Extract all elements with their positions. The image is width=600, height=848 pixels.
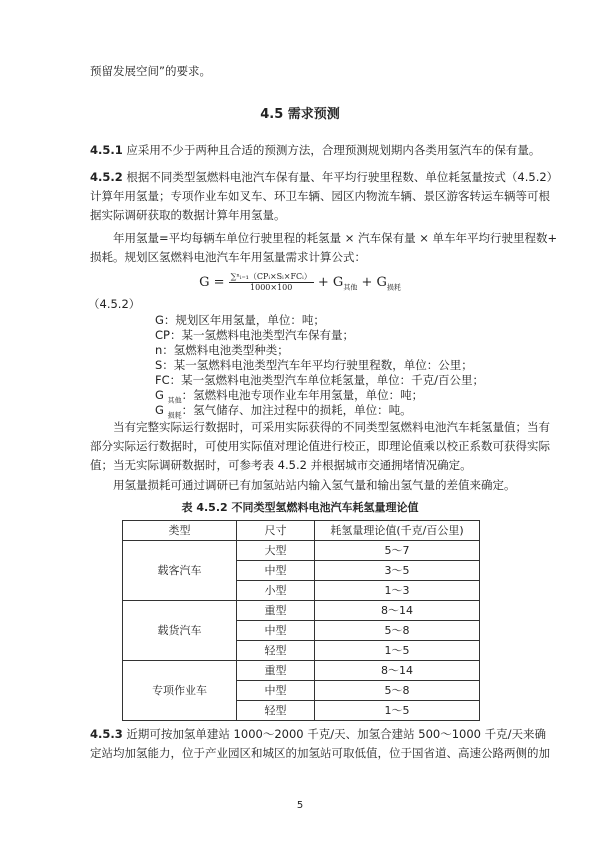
- value-cell: 1～5: [315, 641, 480, 661]
- clause-4-5-3: [90, 727, 546, 742]
- subscript: 损耗: [167, 411, 182, 420]
- formula: [0, 271, 600, 295]
- formula-lhs: G =: [199, 275, 225, 290]
- definition-fc: FC：某一氢燃料电池类型汽车单位耗氢量，单位：千克/百公里；: [155, 373, 485, 387]
- paragraph-line: 值；当无实际调研数据时，可参考表 4.5.2 并根据城市交通拥堵情况确定。: [90, 458, 472, 472]
- table-row: [123, 661, 480, 681]
- value-cell: 3～5: [315, 561, 480, 581]
- table-row: [123, 601, 480, 621]
- formula-subscript: 损耗: [386, 283, 401, 292]
- paragraph-line: 用氢量损耗可通过调研已有加氢站站内输入氢气量和输出氢气量的差值来确定。: [113, 478, 516, 492]
- formula-subscript: 其他: [343, 283, 358, 292]
- value-cell: 5～8: [315, 621, 480, 641]
- size-cell: 轻型: [237, 701, 315, 721]
- clause-text: 根据不同类型氢燃料电池汽车保有量、年平均行驶里程数、单位耗氢量按式（4.5.2）: [126, 170, 559, 184]
- equation-label: （4.5.2）: [88, 297, 141, 311]
- formula-denominator: 1000×100: [250, 283, 293, 292]
- definition-g-loss: G $_{损耗}$：氢气储存、加注过程中的损耗，单位：吨。: [155, 403, 412, 420]
- value-cell: 1～3: [315, 581, 480, 601]
- clause-4-5-1: [90, 143, 540, 158]
- formula-fraction: [229, 272, 314, 293]
- size-cell: 中型: [237, 621, 315, 641]
- type-cell: 专项作业车: [123, 661, 237, 721]
- paragraph-line: 部分实际运行数据时，可使用实际值对理论值进行校正，即理论值乘以校正系数可获得实际: [90, 439, 550, 453]
- type-cell: 载货汽车: [123, 601, 237, 661]
- size-cell: 小型: [237, 581, 315, 601]
- clause-4-5-2: [90, 170, 558, 185]
- value-cell: 8～14: [315, 601, 480, 621]
- value-cell: 1～5: [315, 701, 480, 721]
- size-cell: 重型: [237, 661, 315, 681]
- column-header: 尺寸: [237, 521, 315, 541]
- clause-text: 近期可按加氢单建站 1000～2000 千克/天、加氢合建站 500～1000 千克/天来确: [126, 727, 547, 741]
- clause-number: 4.5.1: [90, 143, 123, 157]
- size-cell: 中型: [237, 561, 315, 581]
- paragraph-line: 预留发展空间”的要求。: [90, 64, 211, 78]
- value-cell: 5～7: [315, 541, 480, 561]
- size-cell: 中型: [237, 681, 315, 701]
- clause-text: 应采用不少于两种且合适的预测方法，合理预测规划期内各类用氢汽车的保有量。: [126, 143, 541, 157]
- section-title: 4.5 需求预测: [260, 107, 340, 122]
- definition-s: S：某一氢燃料电池类型汽车年平均行驶里程数，单位：公里；: [155, 358, 473, 372]
- formula-term: + G: [317, 275, 344, 290]
- subscript: 其他: [167, 396, 182, 405]
- value-cell: 5～8: [315, 681, 480, 701]
- definition-text: ：氢气储存、加注过程中的损耗，单位：吨。: [181, 403, 412, 417]
- value-cell: 8～14: [315, 661, 480, 681]
- table-title: 表 4.5.2 不同类型氢燃料电池汽车耗氢量理论值: [181, 501, 419, 514]
- definition-g-other: G $_{其他}$：氢燃料电池专项作业车年用氢量，单位：吨；: [155, 388, 424, 405]
- paragraph-line: 定站均加氢能力，位于产业园区和城区的加氢站可取低值，位于国省道、高速公路两侧的加: [90, 746, 550, 760]
- paragraph-line: 损耗。规划区氢燃料电池汽车年用氢量需求计算公式：: [90, 250, 366, 264]
- table-row: [123, 541, 480, 561]
- size-cell: 轻型: [237, 641, 315, 661]
- paragraph-line: 当有完整实际运行数据时，可采用实际获得的不同类型氢燃料电池汽车耗氢量值；当有: [113, 420, 550, 434]
- definition-text: ：氢燃料电池专项作业车年用氢量，单位：吨；: [181, 388, 424, 402]
- paragraph-line: 计算年用氢量；专项作业车如叉车、环卫车辆、园区内物流车辆、景区游客转运车辆等可根: [90, 189, 550, 203]
- formula-term: + G: [361, 275, 387, 290]
- paragraph-line: 年用氢量=平均每辆车单位行驶里程的耗氢量 × 汽车保有量 × 单车年平均行驶里程数+: [113, 231, 558, 245]
- hydrogen-consumption-table: [122, 520, 480, 721]
- size-cell: 大型: [237, 541, 315, 561]
- size-cell: 重型: [237, 601, 315, 621]
- formula-numerator: ∑ⁿᵢ₌₁（CPᵢ×Sᵢ×FCᵢ）: [230, 272, 312, 281]
- type-cell: 载客汽车: [123, 541, 237, 601]
- column-header: 耗氢量理论值(千克/百公里): [315, 521, 480, 541]
- definition-n: n：氢燃料电池类型种类；: [155, 343, 289, 357]
- table-header-row: [123, 521, 480, 541]
- definition-g: G：规划区年用氢量，单位：吨；: [155, 313, 325, 327]
- definition-cp: CP：某一氢燃料电池类型汽车保有量；: [155, 328, 354, 342]
- paragraph-line: 据实际调研获取的数据计算年用氢量。: [90, 208, 286, 222]
- column-header: 类型: [123, 521, 237, 541]
- page-number: 5: [296, 800, 304, 811]
- clause-number: 4.5.2: [90, 170, 123, 184]
- clause-number: 4.5.3: [90, 727, 123, 741]
